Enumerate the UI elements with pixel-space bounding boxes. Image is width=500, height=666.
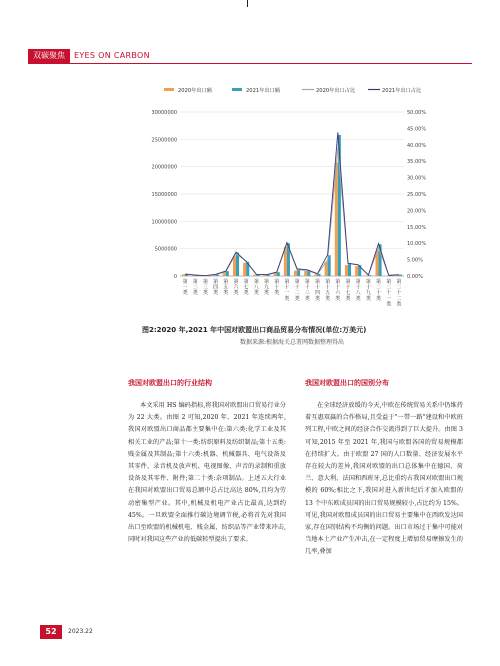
x-tick-label: 七: [243, 284, 249, 291]
x-tick-label: 十: [355, 284, 361, 291]
x-tick-label: 三: [202, 284, 208, 291]
x-tick-label: 七: [345, 290, 351, 297]
x-tick-label: 十: [314, 284, 320, 291]
section-subtitle: EYES ON CARBON: [74, 51, 150, 60]
bar: [399, 275, 402, 276]
x-tick-label: 四: [314, 290, 320, 297]
x-tick-label: 十: [396, 290, 402, 297]
bar: [365, 275, 368, 276]
x-tick-label: 第: [396, 279, 402, 285]
y-right-tick-label: 25.00%: [407, 192, 427, 198]
bar: [355, 266, 358, 276]
x-tick-label: 类: [253, 290, 259, 297]
x-tick-label: 第: [355, 279, 361, 285]
x-tick-label: 第: [365, 279, 371, 285]
x-tick-label: 第: [253, 279, 259, 285]
x-tick-label: 类: [396, 301, 402, 308]
x-tick-label: 类: [243, 290, 249, 297]
x-tick-label: 二: [386, 284, 392, 291]
left-column: [128, 378, 286, 546]
x-tick-label: 十: [304, 284, 310, 291]
y-left-tick-label: 20000000: [151, 164, 177, 171]
figure-source: 数据来源:根据海关总署网数据整理得出: [239, 339, 345, 346]
x-tick-label: 类: [223, 290, 229, 297]
y-right-tick-label: 15.00%: [407, 224, 427, 231]
x-tick-label: 第: [213, 279, 219, 285]
figure-caption: 图2:2020 年,2021 年中国对欧盟出口商品贸易分布情况(单位:万美元): [142, 326, 367, 334]
x-tick-label: 二: [396, 295, 402, 302]
x-tick-label: 第: [192, 279, 198, 285]
x-tick-label: 二: [294, 290, 300, 297]
x-tick-label: 类: [264, 290, 270, 297]
x-tick-label: 十: [345, 284, 351, 291]
x-tick-label: 十: [335, 284, 341, 291]
x-tick-label: 类: [182, 290, 188, 297]
x-tick-label: 第: [325, 279, 331, 285]
x-tick-label: 二: [376, 284, 382, 291]
bar: [314, 274, 317, 276]
left-body: 本文采用 HS 编码指标,将我国对欧盟出口贸易行业分为 22 大类。由图 2 可知,2020 年、2021 年连续两年,我国对欧盟出口商品都主要集中在:第六类:化学工业及其相关工业的产品;第十一类:纺织原料及纺织制品;第十五类:贱金属及其制品;第十六类:机器、机械器具、电气设备及其零件、录音机及放声机、电视图像、声音的录制和重放设备及其零件、附件;第二十类:杂项制品。上述五大行业在我国对欧盟出口贸易总额中总占比高达 80%,且均为劳动密集型产业。其中,机械及机电产业占比最高,达到约 45%。一旦欧盟全面推行碳边境调节税,必将首先对我国出口至欧盟的机械机电、贱金属、纺织品等产业带来冲击,同时对我国这些产业的低碳转型提出了要求。: [128, 402, 286, 544]
y-right-tick-label: 30.00%: [407, 175, 427, 182]
x-tick-label: 第: [376, 279, 382, 285]
y-right-tick-label: 0.00%: [407, 274, 423, 280]
x-tick-label: 类: [345, 295, 351, 302]
x-tick-label: 类: [335, 295, 341, 302]
issue-number: 2023.22: [68, 628, 93, 635]
bar: [345, 265, 348, 276]
x-tick-label: 十: [294, 284, 300, 291]
x-tick-label: 类: [355, 295, 361, 302]
y-right-tick-label: 10.00%: [407, 241, 427, 248]
x-tick-label: 类: [325, 295, 331, 302]
x-tick-label: 三: [304, 290, 310, 297]
crop-mark: [247, 0, 248, 7]
y-left-tick-label: 15000000: [151, 192, 177, 198]
bar: [294, 271, 297, 276]
x-tick-label: 第: [284, 279, 290, 285]
x-tick-label: 类: [284, 295, 290, 302]
x-tick-label: 第: [202, 279, 208, 285]
y-right-tick-label: 35.00%: [407, 159, 427, 166]
top-margin: [0, 0, 500, 4]
right-column: [305, 378, 463, 559]
page-number: 52: [40, 625, 62, 639]
x-tick-label: 第: [304, 279, 310, 285]
x-tick-label: 六: [335, 290, 341, 297]
x-tick-label: 十: [325, 284, 331, 291]
x-tick-label: 二: [192, 284, 198, 291]
y-right-tick-label: 40.00%: [407, 142, 427, 149]
y-right-tick-label: 5.00%: [407, 257, 423, 264]
series-line: [185, 132, 399, 275]
header-rule: [28, 63, 472, 64]
x-tick-label: 类: [304, 295, 310, 302]
x-tick-label: 类: [314, 295, 320, 302]
x-tick-label: 第: [182, 279, 188, 285]
x-tick-label: 类: [202, 290, 208, 297]
x-tick-label: 类: [233, 290, 239, 297]
right-body: 在全球经济放缓的今天,中欧在传统贸易关系中仍维持着互惠双赢的合作格局,且受益于"一带一路"建设和中欧班列工程,中欧之间的经济合作交流得到了巨大提升。由图 3 可知,2015 年至 2021 年,我国与欧盟各国的贸易规模都在持续扩大。由于欧盟 27 国的人口数量、经济发展水平存在较大的差异,我国对欧盟的出口总体集中在德国、荷兰、意大利、法国和西班牙,总比重约占我国对欧盟出口规模的 60%;相比之下,我国对进入新世纪后才加入欧盟的 13 个中东欧成员国的出口贸易规模较小,占比约为 15%。可见,我国对欧盟成员国的出口贸易主要集中在西欧发达国家,存在国别结构不均衡的问题。出口市场过于集中可能对当地本土产业产生冲击,在一定程度上增加贸易摩擦发生的几率,叠加: [305, 402, 463, 556]
bar: [233, 256, 236, 276]
y-right-tick-label: 45.00%: [407, 126, 427, 133]
x-tick-label: 一: [182, 284, 188, 291]
y-left-tick-label: 25000000: [151, 137, 177, 144]
x-tick-label: 第: [386, 279, 392, 285]
section-header: [28, 49, 472, 63]
x-tick-label: 第: [223, 279, 229, 285]
x-tick-label: 类: [192, 290, 198, 297]
bar: [348, 263, 351, 276]
x-tick-label: 二: [396, 284, 402, 291]
section-tag: 双碳聚焦: [28, 49, 70, 63]
legend-label: 2020年出口额: [178, 88, 212, 94]
x-tick-label: 类: [365, 295, 371, 302]
legend-label: 2021年出口占比: [382, 88, 422, 94]
x-tick-label: 九: [365, 290, 371, 297]
legend-label: 2021年出口额: [246, 88, 280, 94]
x-tick-label: 五: [325, 290, 331, 297]
x-tick-label: 十: [274, 284, 280, 291]
x-tick-label: 五: [223, 284, 229, 291]
x-tick-label: 第: [335, 279, 341, 285]
y-right-tick-label: 50.00%: [407, 110, 427, 116]
x-tick-label: 第: [314, 279, 320, 285]
y-left-tick-label: 10000000: [151, 219, 177, 226]
legend-swatch: [232, 88, 242, 91]
legend-swatch: [164, 88, 174, 91]
x-tick-label: 类: [376, 295, 382, 302]
x-tick-label: 十: [284, 284, 290, 291]
x-tick-label: 十: [365, 284, 371, 291]
x-tick-label: 九: [264, 284, 270, 291]
x-tick-label: 一: [284, 290, 290, 297]
export-distribution-chart: [142, 82, 442, 322]
right-heading: 我国对欧盟出口的国别分布: [305, 378, 389, 387]
y-left-tick-label: 30000000: [151, 110, 177, 116]
bar: [253, 275, 256, 276]
x-tick-label: 第: [264, 279, 270, 285]
x-tick-label: 类: [213, 290, 219, 297]
x-tick-label: 八: [253, 284, 259, 291]
bar: [182, 274, 185, 276]
x-tick-label: 类: [386, 301, 392, 308]
left-heading: 我国对欧盟出口的行业结构: [128, 378, 212, 387]
x-tick-label: 十: [386, 290, 392, 297]
x-tick-label: 十: [376, 290, 382, 297]
x-tick-label: 第: [274, 279, 280, 285]
bar: [304, 271, 307, 276]
legend-label: 2020年出口占比: [316, 88, 356, 94]
x-tick-label: 六: [233, 284, 239, 291]
bar: [243, 263, 246, 276]
x-tick-label: 第: [345, 279, 351, 285]
x-tick-label: 一: [386, 295, 392, 302]
x-tick-label: 第: [294, 279, 300, 285]
y-right-tick-label: 20.00%: [407, 208, 427, 215]
y-left-tick-label: 0: [173, 274, 177, 280]
x-tick-label: 第: [243, 279, 249, 285]
x-tick-label: 类: [294, 295, 300, 302]
y-left-tick-label: 5000000: [154, 246, 177, 253]
x-tick-label: 类: [274, 290, 280, 297]
x-tick-label: 第: [233, 279, 239, 285]
x-tick-label: 八: [355, 290, 361, 297]
x-tick-label: 四: [213, 284, 219, 291]
